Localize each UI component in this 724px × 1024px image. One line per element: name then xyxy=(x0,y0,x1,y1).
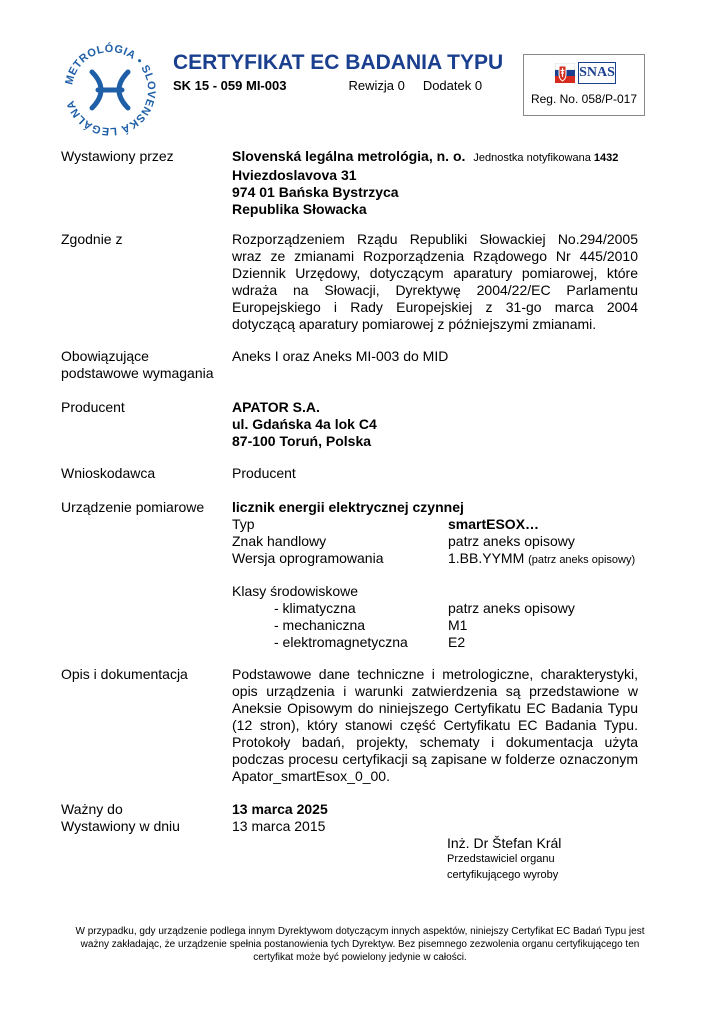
according-label: Zgodnie z xyxy=(61,231,123,247)
signatory-name: Inż. Dr Štefan Král xyxy=(447,835,562,851)
slm-logo xyxy=(60,40,160,140)
trade-mark-label: Znak handlowy xyxy=(232,533,327,549)
manufacturer-name: APATOR S.A. xyxy=(232,399,320,415)
description-label: Opis i dokumentacja xyxy=(61,666,188,682)
issuer-address-1: Hviezdoslavova 31 xyxy=(232,167,357,183)
footer-disclaimer: W przypadku, gdy urządzenie podlega innym Dyrektywom dotyczącym innych aspektów, niniejszy Certyfikat EC Badań Typu jest ważny zakładając, że urządzenie spełnia postanowienia tych Dyrektyw. Bez pisemnego zezwolenia organu certyfikującego ten certyfikat może być powielony jedynie w całości. xyxy=(75,926,645,963)
electromagnetic-label: - elektromagnetyczna xyxy=(274,634,408,650)
requirements-label-line1: Obowiązujące xyxy=(61,348,149,364)
revision: Rewizja 0 xyxy=(348,78,405,93)
valid-until-label: Ważny do xyxy=(61,801,123,817)
manufacturer-label: Producent xyxy=(61,399,125,415)
issuer-address-2: 974 01 Bańska Bystrzyca xyxy=(232,184,399,200)
section-applicant xyxy=(61,465,641,483)
manufacturer-address-1: ul. Gdańska 4a lok C4 xyxy=(232,416,377,432)
section-according xyxy=(61,231,641,335)
issued-by-label: Wystawiony przez xyxy=(61,148,174,164)
mechanical-value: M1 xyxy=(448,617,468,633)
certificate-number: SK 15 - 059 MI-003 xyxy=(173,78,287,93)
section-issued-by xyxy=(61,148,641,218)
type-label: Typ xyxy=(232,516,255,532)
slovak-flag-icon xyxy=(555,63,575,83)
signatory-role-2: certyfikującego wyroby xyxy=(447,869,559,881)
according-text: Rozporządzeniem Rządu Republiki Słowackiej No.294/2005 wraz ze zmianami Rozporządzenia Rządowego Nr 445/2010 Dziennik Urzędowy, dotyczącym aparatury pomiarowej, które wdraża na Słowacji, Dyrektywę 2004/22/EC Parlamentu Europejskiego i Rady Europejskiej z 31-go marca 2004 dotyczącą aparatury pomiarowej z późniejszymi zmianami. xyxy=(232,231,638,332)
requirements-label-line2: podstawowe wymagania xyxy=(61,365,214,381)
requirements-label xyxy=(61,348,226,382)
climatic-label: - klimatyczna xyxy=(274,600,356,616)
logo-ring-text: METROLÓGIA • SLOVENSKÁ LEGÁLNA xyxy=(63,42,158,138)
applicant-label: Wnioskodawca xyxy=(61,465,156,481)
section-validity xyxy=(61,801,641,837)
valid-until-value: 13 marca 2025 xyxy=(232,801,328,817)
device-name: licznik energii elektrycznej czynnej xyxy=(232,499,464,515)
software-version-label: Wersja oprogramowania xyxy=(232,550,384,566)
manufacturer-address-2: 87-100 Toruń, Polska xyxy=(232,433,372,449)
requirements-value: Aneks I oraz Aneks MI-003 do MID xyxy=(232,348,449,364)
certificate-subheader xyxy=(173,78,482,93)
issuer-address-3: Republika Słowacka xyxy=(232,201,367,217)
section-manufacturer xyxy=(61,399,641,451)
type-value: smartESOX… xyxy=(448,516,540,532)
description-text: Podstawowe dane techniczne i metrologiczne, charakterystyki, opis urządzenia i warunki zatwierdzenia są przedstawione w Aneksie Opisowym do niniejszego Certyfikatu EC Badania Typu (12 stron), który stanowi część Certyfikatu EC Badania Typu. Protokoły badań, projekty, schematy i dokumentacja użyta podczas procesu certyfikacji są zapisane w folderze oznaczonym Apator_smartEsox_0_00. xyxy=(232,666,638,784)
software-version-value: 1.BB.YYMM xyxy=(448,550,525,566)
issued-on-value: 13 marca 2015 xyxy=(232,818,326,834)
registration-number: Reg. No. 058/P-017 xyxy=(530,92,638,106)
issuer-name: Slovenská legálna metrológia, n. o. xyxy=(232,148,466,164)
section-description xyxy=(61,666,641,786)
signatory-role-1: Przedstawiciel organu xyxy=(447,853,555,865)
section-device xyxy=(61,499,641,651)
notified-body-number: 1432 xyxy=(593,152,619,164)
software-version xyxy=(448,550,635,569)
section-requirements xyxy=(61,348,641,384)
electromagnetic-value: E2 xyxy=(448,634,466,650)
mechanical-label: - mechaniczna xyxy=(274,617,366,633)
signature-block xyxy=(447,835,561,883)
environment-classes-label: Klasy środowiskowe xyxy=(232,583,359,599)
snas-accreditation-box xyxy=(523,54,645,116)
issued-by-value xyxy=(232,148,638,218)
manufacturer-value xyxy=(232,399,638,450)
certificate-title: CERTYFIKAT EC BADANIA TYPU xyxy=(173,51,504,74)
trade-mark-value: patrz aneks opisowy xyxy=(448,533,575,549)
notified-body xyxy=(473,152,618,164)
software-version-note: (patrz aneks opisowy) xyxy=(528,554,636,566)
issued-on-label: Wystawiony w dniu xyxy=(61,818,180,834)
device-label: Urządzenie pomiarowe xyxy=(61,499,205,515)
climatic-value: patrz aneks opisowy xyxy=(448,600,575,616)
supplement: Dodatek 0 xyxy=(422,78,483,93)
snas-logo: SNAS xyxy=(578,62,616,84)
notified-body-label: Jednostka notyfikowana xyxy=(473,152,591,164)
device-details xyxy=(232,499,638,651)
applicant-value: Producent xyxy=(232,465,296,481)
